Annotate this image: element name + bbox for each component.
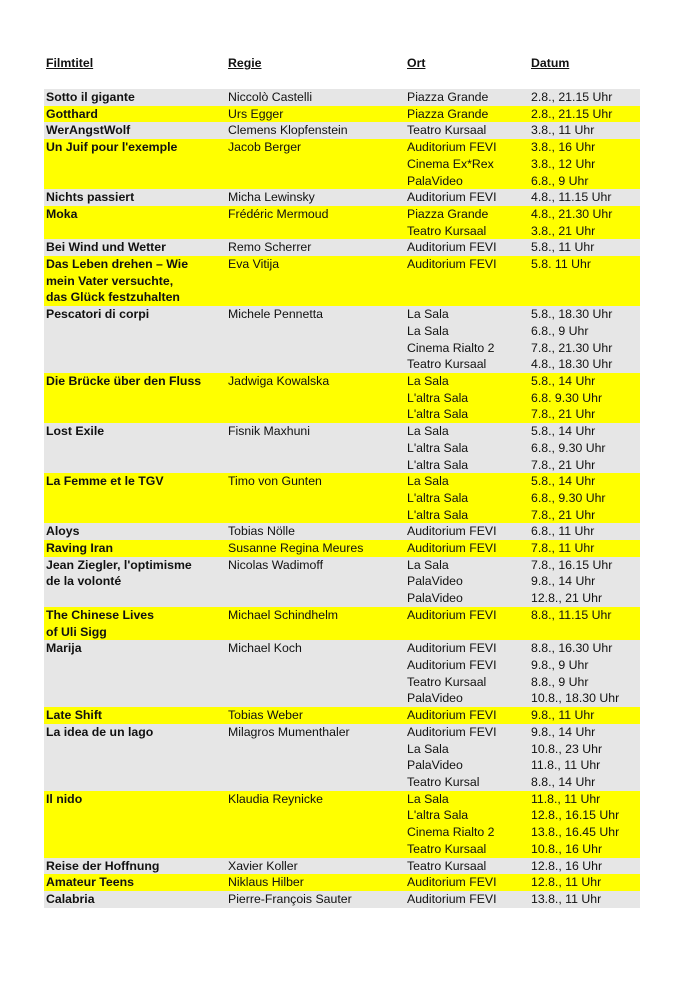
- screening-dates: [531, 206, 612, 239]
- screening-location: Teatro Kursaal: [407, 223, 487, 238]
- screening-location: Auditorium FEVI: [407, 724, 497, 739]
- screening-locations: [407, 724, 497, 791]
- screening-location: La Sala: [407, 791, 449, 806]
- screening-date: 9.8., 14 Uhr: [531, 724, 596, 739]
- screening-location: La Sala: [407, 323, 449, 338]
- header-filmtitel: Filmtitel: [46, 56, 94, 70]
- table-row: [44, 874, 640, 891]
- table-row: [44, 256, 640, 306]
- screening-dates: [531, 640, 619, 707]
- screening-dates: [531, 89, 612, 106]
- screening-location: Auditorium FEVI: [407, 140, 497, 155]
- screening-location: Auditorium FEVI: [407, 891, 497, 906]
- film-director: Tobias Nölle: [228, 524, 295, 539]
- screening-locations: [407, 423, 468, 473]
- screening-location: Piazza Grande: [407, 106, 489, 121]
- screening-dates: [531, 891, 601, 908]
- film-director: Remo Scherrer: [228, 240, 312, 255]
- screening-date: 8.8., 14 Uhr: [531, 774, 596, 789]
- film-director: Frédéric Mermoud: [228, 206, 329, 221]
- film-title: [46, 791, 82, 808]
- screening-date: 3.8., 12 Uhr: [531, 156, 596, 171]
- film-title-line: Reise der Hoffnung: [46, 858, 160, 873]
- film-title-line: Calabria: [46, 891, 95, 906]
- film-director: Susanne Regina Meures: [228, 541, 364, 556]
- film-title: [46, 106, 98, 123]
- film-title-line: Gotthard: [46, 106, 98, 121]
- screening-location: L'altra Sala: [407, 490, 469, 505]
- film-title-line: Sotto il gigante: [46, 90, 135, 104]
- screening-location: Auditorium FEVI: [407, 641, 497, 656]
- screening-date: 10.8., 23 Uhr: [531, 741, 603, 756]
- screening-date: 7.8., 16.15 Uhr: [531, 557, 613, 572]
- screening-location: La Sala: [407, 557, 449, 572]
- screening-location: La Sala: [407, 424, 449, 439]
- film-title: [46, 239, 166, 256]
- screening-locations: [407, 189, 497, 206]
- screening-locations: [407, 540, 497, 557]
- screening-dates: [531, 791, 619, 858]
- film-title-line: La Femme et le TGV: [46, 474, 164, 489]
- screening-dates: [531, 106, 612, 123]
- film-director: Michael Koch: [228, 641, 302, 656]
- screening-date: 6.8. 9.30 Uhr: [531, 390, 603, 405]
- table-row: [44, 607, 640, 640]
- film-title-line: The Chinese Lives: [46, 607, 154, 622]
- screening-dates: [531, 423, 606, 473]
- header-ort: Ort: [407, 56, 426, 70]
- table-row: [44, 523, 640, 540]
- screening-dates: [531, 139, 595, 189]
- film-title-line: de la volonté: [46, 574, 122, 589]
- screening-date: 9.8., 11 Uhr: [531, 708, 595, 723]
- film-title: [46, 640, 82, 657]
- screening-locations: [407, 640, 497, 707]
- screening-date: 6.8., 9.30 Uhr: [531, 490, 606, 505]
- film-title-line: WerAngstWolf: [46, 123, 131, 138]
- screening-dates: [531, 523, 594, 540]
- screening-date: 4.8., 21.30 Uhr: [531, 206, 613, 221]
- screening-location: Auditorium FEVI: [407, 257, 497, 272]
- film-title: [46, 122, 130, 139]
- screening-dates: [531, 306, 612, 373]
- screening-date: 7.8., 21 Uhr: [531, 407, 596, 422]
- table-row: [44, 540, 640, 557]
- screening-locations: [407, 707, 497, 724]
- film-title-line: of Uli Sigg: [46, 624, 107, 639]
- screening-dates: [531, 874, 601, 891]
- screening-date: 5.8., 14 Uhr: [531, 474, 596, 489]
- screening-date: 12.8., 21 Uhr: [531, 591, 603, 606]
- table-row: [44, 189, 640, 206]
- screening-date: 4.8., 18.30 Uhr: [531, 357, 613, 372]
- screening-date: 6.8., 9 Uhr: [531, 173, 589, 188]
- table-row: [44, 891, 640, 908]
- screening-location: PalaVideo: [407, 691, 463, 706]
- screening-locations: [407, 122, 486, 139]
- table-row: [44, 139, 640, 189]
- table-row: [44, 373, 640, 423]
- screening-location: L'altra Sala: [407, 407, 469, 422]
- screening-dates: [531, 122, 594, 139]
- screening-date: 12.8., 11 Uhr: [531, 875, 602, 890]
- film-title: [46, 891, 95, 908]
- film-title: [46, 89, 135, 106]
- table-row: [44, 724, 640, 791]
- film-title: [46, 423, 104, 440]
- screening-date: 9.8., 14 Uhr: [531, 574, 596, 589]
- screening-date: 10.8., 16 Uhr: [531, 841, 603, 856]
- film-director: Micha Lewinsky: [228, 190, 315, 205]
- screening-location: La Sala: [407, 374, 449, 388]
- film-title: [46, 256, 188, 306]
- film-director: Michele Pennetta: [228, 307, 324, 322]
- screening-location: Teatro Kursaal: [407, 674, 487, 689]
- screening-date: 11.8., 11 Uhr: [531, 758, 601, 773]
- screening-dates: [531, 256, 591, 273]
- screening-date: 11.8., 11 Uhr: [531, 791, 601, 806]
- screening-location: La Sala: [407, 741, 449, 756]
- screening-date: 6.8., 9.30 Uhr: [531, 440, 606, 455]
- screening-locations: [407, 89, 488, 106]
- film-schedule-table: [44, 89, 640, 908]
- table-row: [44, 306, 640, 373]
- table-row: [44, 473, 640, 523]
- screening-location: L'altra Sala: [407, 390, 469, 405]
- film-title-line: Un Juif pour l'exemple: [46, 140, 178, 155]
- film-title: [46, 139, 177, 156]
- screening-location: Auditorium FEVI: [407, 190, 497, 205]
- film-title-line: Amateur Teens: [46, 875, 134, 890]
- screening-date: 5.8. 11 Uhr: [531, 257, 591, 272]
- screening-location: PalaVideo: [407, 591, 463, 606]
- film-director: Michael Schindhelm: [228, 607, 339, 622]
- film-title: [46, 189, 134, 206]
- screening-date: 4.8., 11.15 Uhr: [531, 190, 612, 205]
- screening-dates: [531, 239, 594, 256]
- screening-location: Teatro Kursaal: [407, 858, 487, 873]
- film-title: [46, 724, 153, 741]
- screening-locations: [407, 256, 497, 273]
- film-director: Milagros Mumenthaler: [228, 724, 350, 739]
- screening-date: 7.8., 21 Uhr: [531, 457, 596, 472]
- film-title-line: Bei Wind und Wetter: [46, 240, 166, 255]
- film-title-line: mein Vater versuchte,: [46, 273, 174, 288]
- header-datum: Datum: [531, 56, 570, 70]
- screening-location: Cinema Rialto 2: [407, 825, 495, 840]
- screening-date: 12.8., 16.15 Uhr: [531, 808, 620, 823]
- screening-locations: [407, 106, 488, 123]
- film-title: [46, 540, 113, 557]
- screening-location: Teatro Kursaal: [407, 841, 487, 856]
- film-director: Eva Vitija: [228, 257, 280, 272]
- screening-date: 5.8., 14 Uhr: [531, 424, 596, 439]
- screening-location: L'altra Sala: [407, 440, 469, 455]
- table-row: [44, 640, 640, 707]
- film-director: Clemens Klopfenstein: [228, 123, 348, 138]
- screening-locations: [407, 139, 497, 189]
- film-title-line: Il nido: [46, 791, 83, 806]
- screening-location: La Sala: [407, 474, 449, 489]
- table-row: [44, 858, 640, 875]
- screening-date: 6.8., 9 Uhr: [531, 323, 589, 338]
- film-director: Urs Egger: [228, 106, 284, 121]
- table-row: [44, 423, 640, 473]
- screening-date: 8.8., 16.30 Uhr: [531, 641, 613, 656]
- film-director: Tobias Weber: [228, 708, 303, 723]
- film-title-line: Jean Ziegler, l'optimisme: [46, 557, 192, 572]
- film-director: Xavier Koller: [228, 858, 298, 873]
- screening-date: 8.8., 11.15 Uhr: [531, 607, 612, 622]
- screening-dates: [531, 473, 606, 523]
- screening-locations: [407, 239, 497, 256]
- screening-locations: [407, 373, 468, 423]
- film-title-line: Lost Exile: [46, 424, 105, 439]
- screening-location: PalaVideo: [407, 574, 463, 589]
- screening-date: 5.8., 18.30 Uhr: [531, 307, 613, 322]
- table-row: [44, 791, 640, 858]
- film-director: Nicolas Wadimoff: [228, 557, 323, 572]
- screening-location: Cinema Ex*Rex: [407, 156, 494, 171]
- screening-dates: [531, 373, 602, 423]
- screening-date: 13.8., 16.45 Uhr: [531, 825, 620, 840]
- screening-date: 3.8., 16 Uhr: [531, 140, 596, 155]
- screening-location: Auditorium FEVI: [407, 541, 497, 556]
- screening-date: 2.8., 21.15 Uhr: [531, 90, 613, 104]
- screening-date: 5.8., 14 Uhr: [531, 374, 596, 388]
- screening-date: 8.8., 9 Uhr: [531, 674, 589, 689]
- film-title: [46, 557, 192, 590]
- screening-location: Auditorium FEVI: [407, 658, 497, 673]
- film-title: [46, 858, 159, 875]
- screening-date: 7.8., 11 Uhr: [531, 541, 595, 556]
- screening-location: Auditorium FEVI: [407, 240, 497, 255]
- film-director: Timo von Gunten: [228, 474, 322, 489]
- screening-location: Auditorium FEVI: [407, 524, 497, 539]
- film-title-line: La idea de un lago: [46, 724, 154, 739]
- screening-locations: [407, 557, 463, 607]
- film-director: Klaudia Reynicke: [228, 791, 324, 806]
- screening-location: Cinema Rialto 2: [407, 340, 495, 355]
- screening-date: 2.8., 21.15 Uhr: [531, 106, 613, 121]
- screening-date: 3.8., 21 Uhr: [531, 223, 596, 238]
- screening-dates: [531, 607, 611, 624]
- film-director: Fisnik Maxhuni: [228, 424, 311, 439]
- table-header: [46, 56, 640, 72]
- screening-location: Teatro Kursaal: [407, 357, 487, 372]
- screening-dates: [531, 189, 611, 206]
- film-director: Pierre-François Sauter: [228, 891, 352, 906]
- screening-date: 7.8., 21 Uhr: [531, 507, 596, 522]
- table-row: [44, 557, 640, 607]
- film-title-line: Nichts passiert: [46, 190, 135, 205]
- film-director: Jacob Berger: [228, 140, 302, 155]
- film-title-line: Die Brücke über den Fluss: [46, 374, 202, 388]
- screening-date: 5.8., 11 Uhr: [531, 240, 595, 255]
- film-title-line: Das Leben drehen – Wie: [46, 257, 189, 272]
- screening-location: PalaVideo: [407, 758, 463, 773]
- screening-locations: [407, 306, 494, 373]
- screening-date: 3.8., 11 Uhr: [531, 123, 595, 138]
- screening-dates: [531, 557, 612, 607]
- screening-location: Piazza Grande: [407, 90, 489, 104]
- screening-location: L'altra Sala: [407, 457, 469, 472]
- film-title: [46, 306, 149, 323]
- film-director: Niccolò Castelli: [228, 90, 313, 104]
- screening-location: L'altra Sala: [407, 808, 469, 823]
- screening-location: Auditorium FEVI: [407, 875, 497, 890]
- screening-location: Teatro Kursal: [407, 774, 480, 789]
- film-director: Jadwiga Kowalska: [228, 374, 330, 388]
- screening-dates: [531, 707, 594, 724]
- film-title: [46, 607, 154, 640]
- screening-location: Piazza Grande: [407, 206, 489, 221]
- table-row: [44, 206, 640, 239]
- screening-dates: [531, 724, 602, 791]
- screening-location: L'altra Sala: [407, 507, 469, 522]
- header-regie: Regie: [228, 56, 262, 70]
- table-row: [44, 106, 640, 123]
- screening-location: La Sala: [407, 307, 449, 322]
- screening-dates: [531, 540, 594, 557]
- film-title-line: Aloys: [46, 524, 80, 539]
- film-title: [46, 874, 134, 891]
- film-title-line: Marija: [46, 641, 82, 656]
- table-row: [44, 239, 640, 256]
- film-title-line: Moka: [46, 206, 78, 221]
- table-row: [44, 122, 640, 139]
- screening-date: 12.8., 16 Uhr: [531, 858, 603, 873]
- screening-locations: [407, 607, 497, 624]
- table-row: [44, 707, 640, 724]
- screening-date: 10.8., 18.30 Uhr: [531, 691, 620, 706]
- screening-locations: [407, 858, 486, 875]
- screening-location: Teatro Kursaal: [407, 123, 487, 138]
- screening-locations: [407, 874, 497, 891]
- film-title: [46, 206, 77, 223]
- film-title: [46, 373, 201, 390]
- screening-dates: [531, 858, 602, 875]
- screening-location: PalaVideo: [407, 173, 463, 188]
- film-title-line: Pescatori di corpi: [46, 307, 150, 322]
- film-title: [46, 473, 164, 490]
- film-title: [46, 523, 80, 540]
- screening-locations: [407, 891, 497, 908]
- screening-date: 6.8., 11 Uhr: [531, 524, 595, 539]
- screening-locations: [407, 473, 468, 523]
- screening-location: Auditorium FEVI: [407, 607, 497, 622]
- screening-locations: [407, 206, 488, 239]
- screening-locations: [407, 791, 494, 858]
- film-title-line: Late Shift: [46, 708, 103, 723]
- film-director: Niklaus Hilber: [228, 875, 304, 890]
- table-row: [44, 89, 640, 106]
- screening-date: 13.8., 11 Uhr: [531, 891, 602, 906]
- film-title-line: das Glück festzuhalten: [46, 290, 180, 305]
- screening-date: 7.8., 21.30 Uhr: [531, 340, 613, 355]
- screening-date: 9.8., 9 Uhr: [531, 658, 589, 673]
- screening-location: Auditorium FEVI: [407, 708, 497, 723]
- screening-locations: [407, 523, 497, 540]
- film-title-line: Raving Iran: [46, 541, 113, 556]
- film-title: [46, 707, 102, 724]
